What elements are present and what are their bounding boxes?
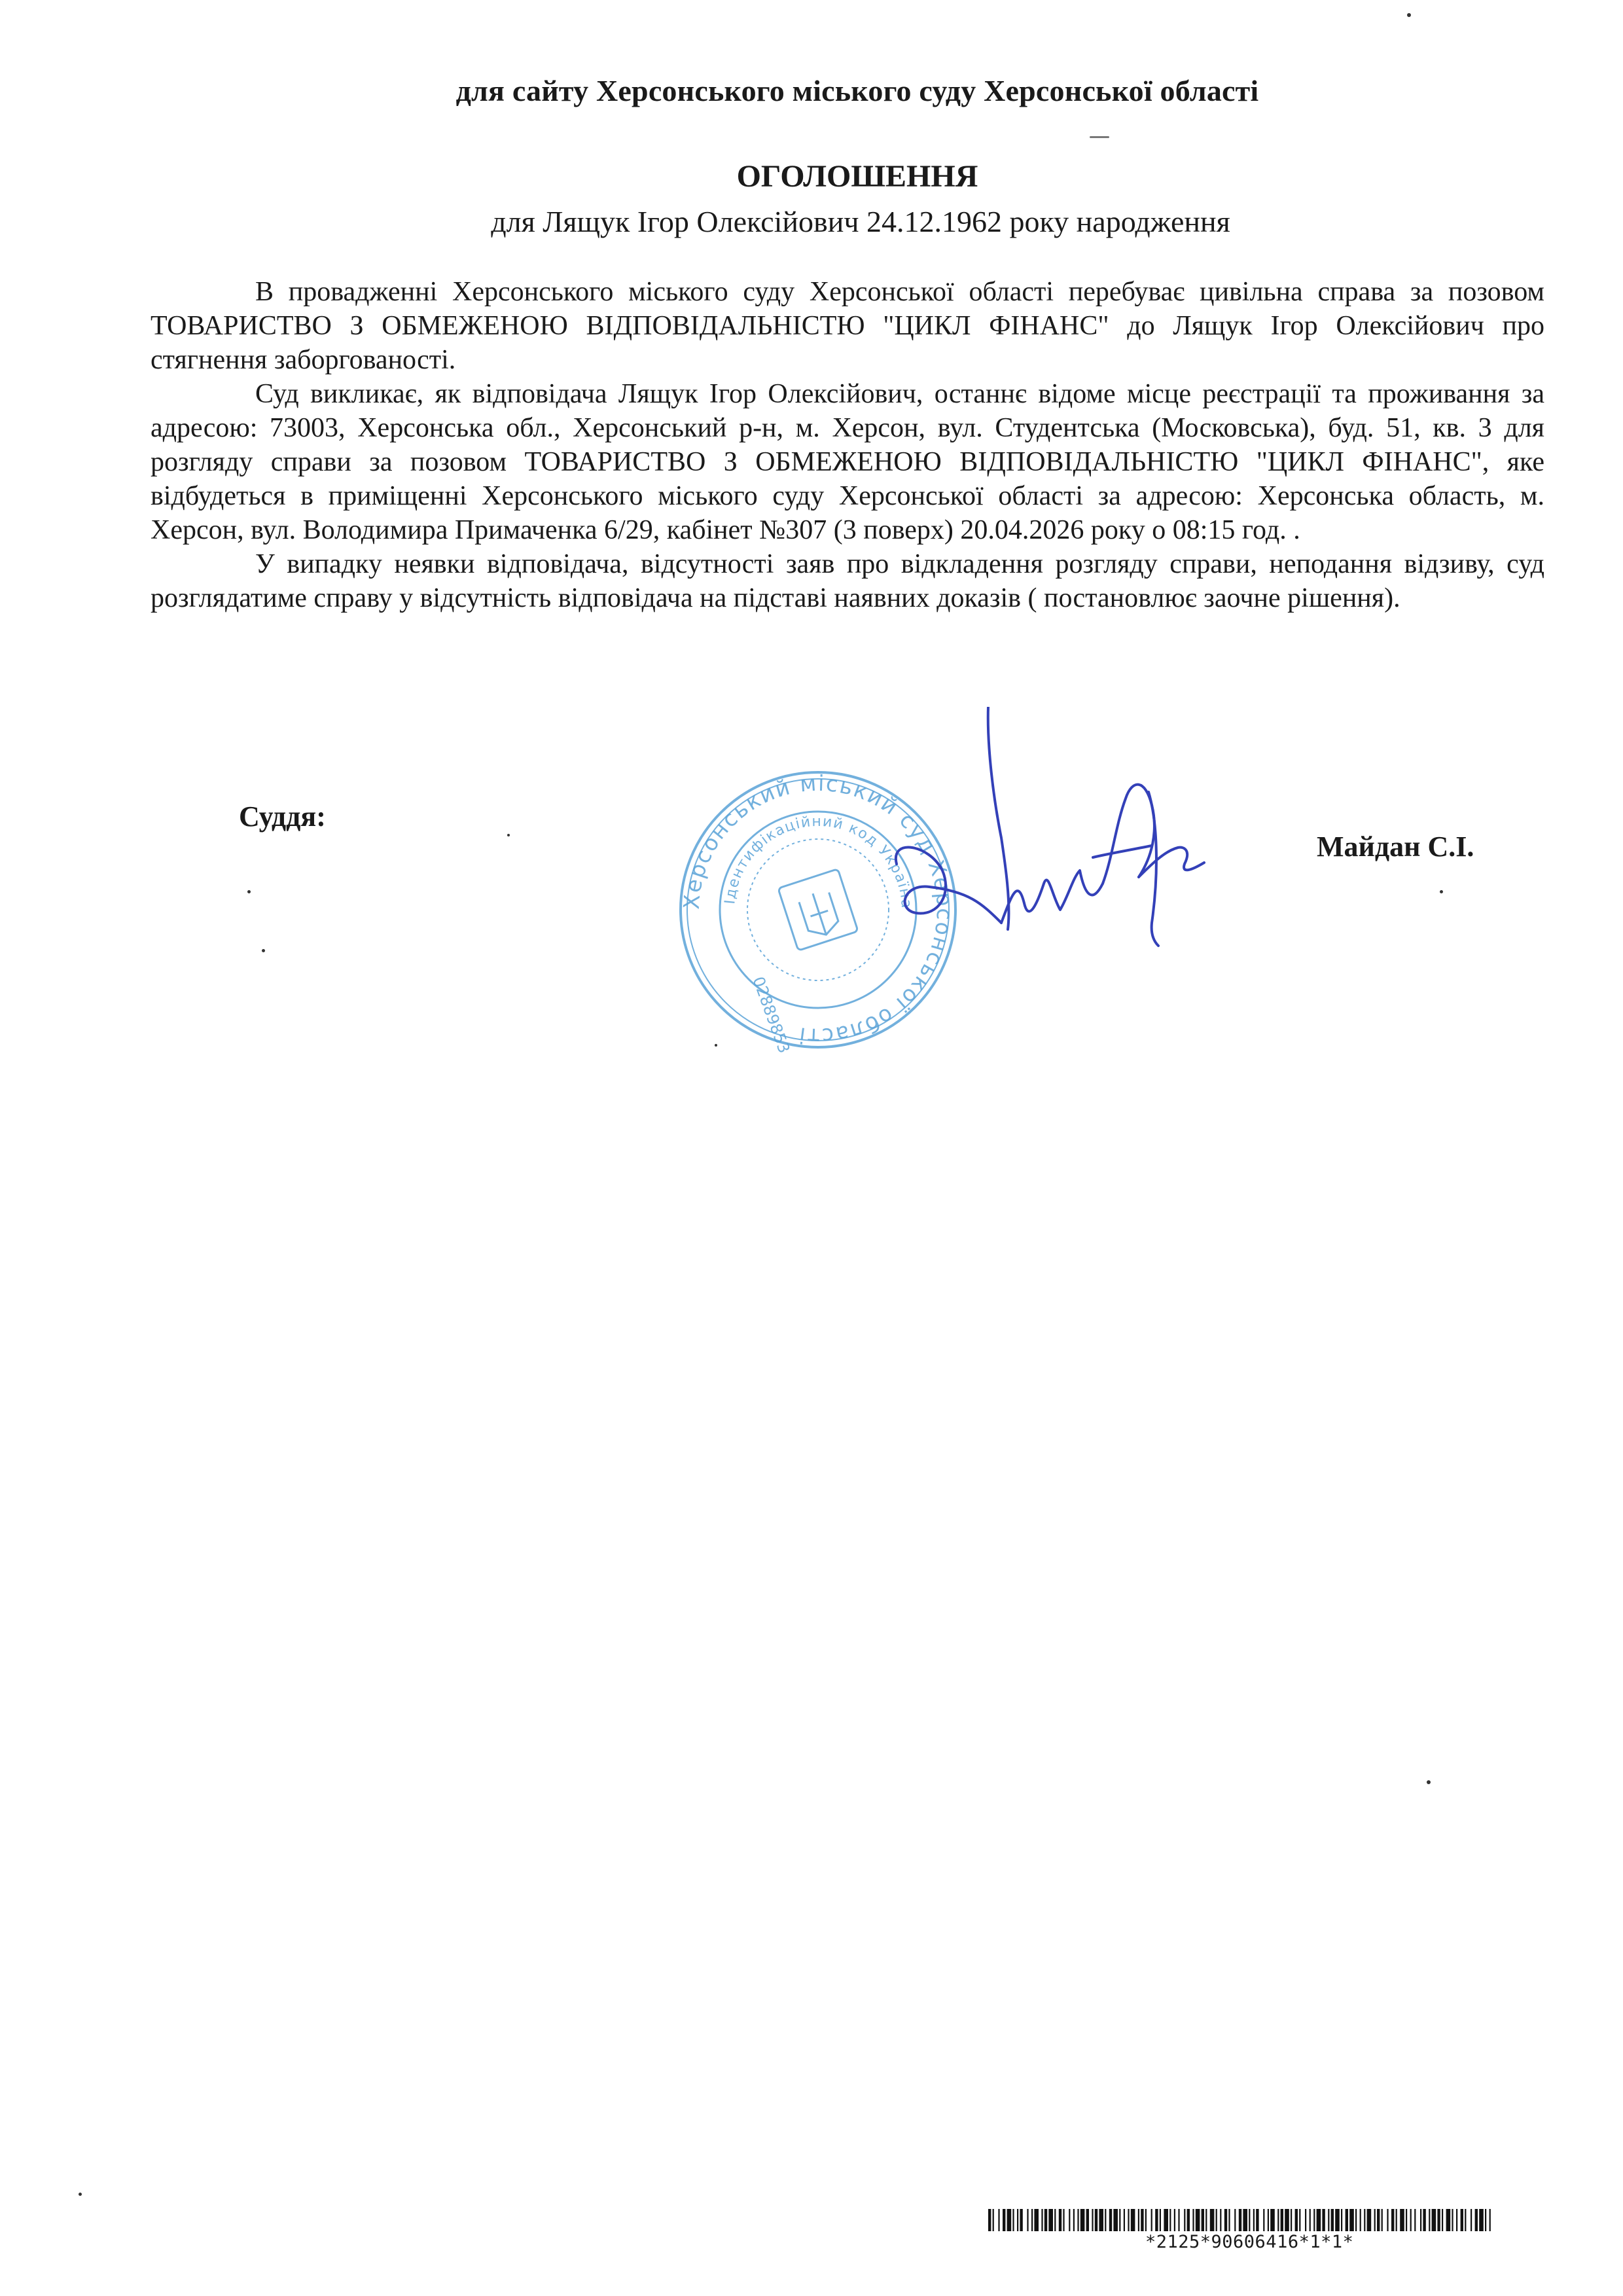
barcode-bar xyxy=(1054,2209,1056,2231)
barcode-bar xyxy=(1031,2209,1033,2231)
barcode xyxy=(988,2209,1492,2231)
judge-signature xyxy=(877,707,1243,988)
barcode-bar xyxy=(1295,2209,1298,2231)
barcode-bar xyxy=(1442,2209,1443,2231)
barcode-bar xyxy=(1124,2209,1125,2231)
barcode-bar xyxy=(1461,2209,1463,2231)
barcode-bar xyxy=(1210,2209,1215,2231)
barcode-bar xyxy=(1310,2209,1311,2231)
barcode-bar xyxy=(1243,2209,1247,2231)
barcode-bar xyxy=(1048,2209,1053,2231)
barcode-bar xyxy=(1164,2209,1168,2231)
barcode-bar xyxy=(1414,2209,1416,2231)
barcode-bar xyxy=(1202,2209,1204,2231)
barcode-bar xyxy=(1174,2209,1175,2231)
scan-speck xyxy=(715,1044,717,1047)
barcode-bar xyxy=(1196,2209,1200,2231)
barcode-bar xyxy=(1285,2209,1289,2231)
barcode-bar xyxy=(1360,2209,1361,2231)
barcode-bar xyxy=(1086,2209,1089,2231)
barcode-bar xyxy=(1228,2209,1230,2231)
barcode-bar xyxy=(1423,2209,1425,2231)
barcode-bar xyxy=(1063,2209,1064,2231)
barcode-bar xyxy=(1432,2209,1436,2231)
barcode-bar xyxy=(1234,2209,1236,2231)
barcode-bar xyxy=(1092,2209,1093,2231)
barcode-bar xyxy=(1119,2209,1120,2231)
barcode-bar xyxy=(1253,2209,1255,2231)
barcode-bar xyxy=(1249,2209,1250,2231)
barcode-bar xyxy=(1080,2209,1085,2231)
barcode-bar xyxy=(1471,2209,1472,2231)
barcode-bar xyxy=(1003,2209,1005,2231)
barcode-bar xyxy=(1400,2209,1404,2231)
barcode-bar xyxy=(1205,2209,1207,2231)
scan-speck xyxy=(1090,136,1109,138)
barcode-bar xyxy=(1270,2209,1275,2231)
stamp-outer-text: Херсонський міський суд Херсонської області xyxy=(678,770,958,1050)
scan-speck xyxy=(79,2193,82,2196)
barcode-bar xyxy=(1391,2209,1394,2231)
barcode-bar xyxy=(1437,2209,1440,2231)
judge-name: Майдан С.І. xyxy=(1317,831,1474,863)
barcode-bar xyxy=(1145,2209,1147,2231)
barcode-bar xyxy=(1305,2209,1306,2231)
barcode-bar xyxy=(1184,2209,1185,2231)
barcode-bar xyxy=(1034,2209,1039,2231)
barcode-bar xyxy=(1155,2209,1158,2231)
paragraph-absence: У випадку неявки відповідача, відсутності заяв про відкладення розгляду справи, неподання відзиву, суд розглядатиме справу у відсутність відповідача на підставі наявних доказів ( постановлює заочне рішення). xyxy=(151,549,1544,613)
barcode-bar xyxy=(1077,2209,1079,2231)
barcode-bar xyxy=(1465,2209,1466,2231)
barcode-bar xyxy=(1128,2209,1129,2231)
barcode-bar xyxy=(993,2209,994,2231)
barcode-bar xyxy=(998,2209,999,2231)
barcode-bar xyxy=(1131,2209,1135,2231)
barcode-bar xyxy=(1349,2209,1354,2231)
barcode-bar xyxy=(1224,2209,1227,2231)
announcement-body xyxy=(151,275,1544,615)
barcode-bar xyxy=(1239,2209,1241,2231)
barcode-bar xyxy=(988,2209,991,2231)
barcode-bar xyxy=(1456,2209,1457,2231)
barcode-bar xyxy=(1263,2209,1264,2231)
barcode-bar xyxy=(1044,2209,1047,2231)
barcode-bar xyxy=(1374,2209,1376,2231)
barcode-bar xyxy=(1160,2209,1161,2231)
barcode-bar xyxy=(1364,2209,1365,2231)
barcode-bar xyxy=(1138,2209,1139,2231)
barcode-bar xyxy=(1331,2209,1334,2231)
barcode-bar xyxy=(1341,2209,1342,2231)
scan-speck xyxy=(507,834,510,836)
barcode-bar xyxy=(1367,2209,1372,2231)
barcode-bar xyxy=(1059,2209,1061,2231)
barcode-bar xyxy=(1328,2209,1329,2231)
page-title: ОГОЛОШЕННЯ xyxy=(736,159,978,194)
barcode-bar xyxy=(1141,2209,1143,2231)
barcode-text: *2125*90606416*1*1* xyxy=(1145,2232,1354,2252)
barcode-bar xyxy=(1027,2209,1028,2231)
barcode-bar xyxy=(1355,2209,1357,2231)
barcode-bar xyxy=(1151,2209,1152,2231)
barcode-bar xyxy=(1475,2209,1478,2231)
barcode-bar xyxy=(1017,2209,1018,2231)
barcode-bar xyxy=(1291,2209,1292,2231)
barcode-bar xyxy=(1429,2209,1430,2231)
barcode-bar xyxy=(1396,2209,1397,2231)
barcode-bar xyxy=(1489,2209,1491,2231)
barcode-bar xyxy=(1299,2209,1300,2231)
barcode-bar xyxy=(1406,2209,1407,2231)
barcode-bar xyxy=(1446,2209,1451,2231)
barcode-bar xyxy=(1485,2209,1486,2231)
scan-speck xyxy=(1407,13,1411,17)
barcode-bar xyxy=(1169,2209,1171,2231)
scan-speck xyxy=(247,890,251,893)
judge-label: Суддя: xyxy=(239,800,326,833)
barcode-bar xyxy=(1322,2209,1325,2231)
barcode-bar xyxy=(1313,2209,1315,2231)
paragraph-summons: Суд викликає, як відповідача Лящук Ігор Олексійович, останнє відоме місце реєстрації та проживання за адресою: 73003, Херсонська обл., Херсонський р-н, м. Херсон, вул. Студентська (Московська), буд. 51, кв. 3 для розгляду справи за позовом ТОВАРИСТВО З ОБМЕЖЕНОЮ ВІДПОВІДАЛЬНІСТЮ "ЦИКЛ ФІНАНС", яке відбудеться в приміщенні Херсонського міського суду Херсонської області за адресою: Херсонська область, м. Херсон, вул. Володимира Примаченка 6/29, кабінет №307 (3 поверх) 20.04.2026 року о 08:15 год. . xyxy=(151,379,1544,545)
paragraph-case: В провадженні Херсонського міського суду Херсонської області перебуває цивільна справа за позовом ТОВАРИСТВО З ОБМЕЖЕНОЮ ВІДПОВІДАЛЬНІСТЮ "ЦИКЛ ФІНАНС" до Лящук Ігор Олексійович про стягнення заборгованості. xyxy=(151,277,1544,375)
barcode-bar xyxy=(1268,2209,1269,2231)
barcode-bar xyxy=(1377,2209,1380,2231)
barcode-bar xyxy=(1192,2209,1194,2231)
barcode-bar xyxy=(1256,2209,1258,2231)
barcode-bar xyxy=(1020,2209,1022,2231)
barcode-bar xyxy=(1479,2209,1484,2231)
stamp-inner-text: Ідентифікаційний код Україна xyxy=(722,813,915,910)
barcode-bar xyxy=(1277,2209,1279,2231)
barcode-bar xyxy=(1095,2209,1097,2231)
barcode-bar xyxy=(1346,2209,1348,2231)
scan-speck xyxy=(262,949,265,952)
barcode-bar xyxy=(1007,2209,1012,2231)
barcode-bar xyxy=(1187,2209,1190,2231)
barcode-bar xyxy=(1041,2209,1043,2231)
scan-speck xyxy=(1440,890,1443,893)
barcode-bar xyxy=(1387,2209,1388,2231)
barcode-bar xyxy=(1105,2209,1106,2231)
barcode-bar xyxy=(1178,2209,1179,2231)
barcode-bar xyxy=(1099,2209,1103,2231)
barcode-bar xyxy=(1420,2209,1421,2231)
barcode-bar xyxy=(1073,2209,1075,2231)
barcode-bar xyxy=(1317,2209,1321,2231)
barcode-bar xyxy=(1335,2209,1340,2231)
site-header: для сайту Херсонського міського суду Херсонської області xyxy=(455,74,1259,107)
barcode-bar xyxy=(1012,2209,1014,2231)
stamp-code: 02889853 xyxy=(749,974,794,1056)
barcode-bar xyxy=(1216,2209,1217,2231)
page-subtitle: для Лящук Ігор Олексійович 24.12.1962 року народження xyxy=(491,205,1230,238)
barcode-bar xyxy=(1452,2209,1453,2231)
barcode-bar xyxy=(1220,2209,1221,2231)
barcode-bar xyxy=(1281,2209,1283,2231)
barcode-bar xyxy=(1069,2209,1070,2231)
barcode-bar xyxy=(1109,2209,1112,2231)
barcode-bar xyxy=(1410,2209,1412,2231)
barcode-bar xyxy=(1382,2209,1383,2231)
scan-speck xyxy=(1427,1780,1431,1784)
barcode-bar xyxy=(1113,2209,1118,2231)
